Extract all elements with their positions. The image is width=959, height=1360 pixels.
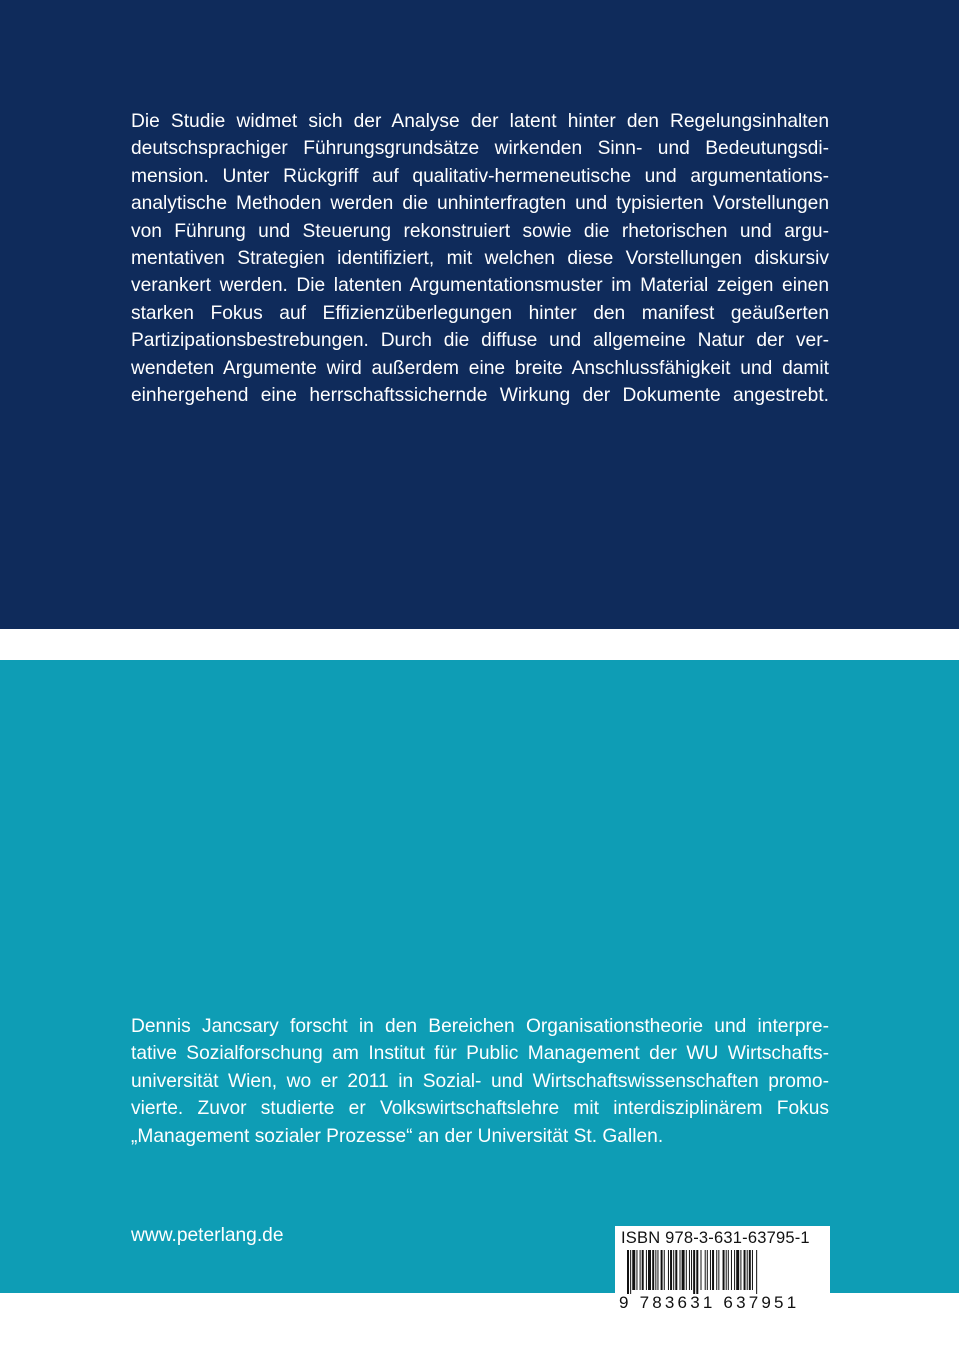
abstract-line: wendeten Argumente wird außerdem eine breite Anschlussfähigkeit und damit bbox=[131, 357, 829, 379]
publisher-website: www.peterlang.de bbox=[131, 1225, 284, 1246]
abstract-line: Die Studie widmet sich der Analyse der latent hinter den Regelungsinhalten bbox=[131, 111, 829, 132]
abstract-text bbox=[131, 108, 829, 409]
barcode-bar bbox=[680, 1250, 681, 1290]
barcode-bar bbox=[726, 1250, 727, 1290]
abstract-line: deutschsprachiger Führungsgrundsätze wirkenden Sinn- und Bedeutungsdi- bbox=[131, 138, 829, 160]
barcode-bar bbox=[716, 1250, 717, 1290]
barcode-bar bbox=[701, 1250, 702, 1290]
author-bio-text bbox=[131, 1013, 829, 1150]
barcode-bar bbox=[670, 1250, 672, 1290]
abstract-line: analytische Methoden werden die unhinterfragten und typisierten Vorstellungen bbox=[131, 193, 829, 215]
barcode-bar bbox=[689, 1250, 690, 1290]
author-line: vierte. Zuvor studierte er Volkswirtschaftslehre mit interdisziplinärem Fokus bbox=[131, 1098, 829, 1120]
barcode-bar bbox=[682, 1250, 685, 1290]
barcode-bar bbox=[752, 1250, 753, 1290]
barcode-bar bbox=[740, 1250, 741, 1290]
barcode-bar bbox=[731, 1250, 732, 1290]
barcode-bar bbox=[675, 1250, 677, 1290]
barcode-bar bbox=[744, 1250, 746, 1290]
barcode-bar bbox=[648, 1250, 651, 1290]
barcode-bar bbox=[673, 1250, 674, 1290]
author-line: „Management sozialer Prozesse“ an der Universität St. Gallen. bbox=[131, 1125, 664, 1147]
barcode-bar bbox=[630, 1250, 631, 1294]
barcode-digits: 9 783631 637951 bbox=[619, 1293, 800, 1312]
barcode-bar bbox=[710, 1250, 711, 1290]
barcode-bar bbox=[668, 1250, 669, 1290]
barcode-bar bbox=[723, 1250, 725, 1290]
barcode-bar bbox=[627, 1250, 629, 1294]
abstract-line: starken Fokus auf Effizienzüberlegungen hinter den manifest geäußerten bbox=[131, 302, 829, 324]
barcode-bar bbox=[712, 1250, 714, 1290]
barcode-bar bbox=[664, 1250, 665, 1290]
isbn-label: ISBN 978-3-631-63795-1 bbox=[621, 1229, 810, 1247]
barcode-bar bbox=[705, 1250, 706, 1290]
barcode-bar bbox=[632, 1250, 635, 1290]
bottom-teal-band bbox=[0, 660, 959, 1293]
abstract-line: verankert werden. Die latenten Argumentationsmuster im Material zeigen einen bbox=[131, 275, 829, 297]
white-divider-band bbox=[0, 629, 959, 660]
abstract-line: mentativen Strategien identifiziert, mit welchen diese Vorstellungen diskursiv bbox=[131, 248, 829, 270]
barcode-bar bbox=[747, 1250, 748, 1290]
barcode-bar bbox=[642, 1250, 644, 1290]
barcode-bar bbox=[707, 1250, 708, 1290]
abstract-line: mension. Unter Rückgriff auf qualitativ-hermeneutische und argumentations- bbox=[131, 165, 829, 187]
abstract-line: einhergehend eine herrschaftssichernde Wirkung der Dokumente angestrebt. bbox=[131, 385, 829, 407]
barcode-bar bbox=[640, 1250, 641, 1290]
author-line: universität Wien, wo er 2011 in Sozial- und Wirtschaftswissenschaften promo- bbox=[131, 1070, 829, 1092]
barcode-bar bbox=[655, 1250, 656, 1290]
barcode-bar bbox=[693, 1250, 695, 1294]
barcode-bar bbox=[661, 1250, 663, 1290]
barcode-icon bbox=[621, 1250, 824, 1294]
barcode-bar bbox=[696, 1250, 698, 1294]
barcode-bar bbox=[646, 1250, 647, 1290]
barcode-bar bbox=[636, 1250, 637, 1290]
barcode-bar bbox=[749, 1250, 751, 1290]
barcode-bar bbox=[756, 1250, 757, 1294]
isbn-barcode-box bbox=[615, 1226, 830, 1314]
author-line: Dennis Jancsary forscht in den Bereichen Organisationstheorie und interpre- bbox=[131, 1016, 829, 1037]
barcode-bar bbox=[736, 1250, 739, 1290]
author-line: tative Sozialforschung am Institut für Public Management der WU Wirtschafts- bbox=[131, 1043, 829, 1065]
barcode-bar bbox=[686, 1250, 687, 1290]
barcode-bar bbox=[652, 1250, 654, 1290]
barcode-bar bbox=[718, 1250, 719, 1290]
barcode-bar bbox=[734, 1250, 735, 1290]
abstract-line: Partizipationsbestrebungen. Durch die diffuse und allgemeine Natur der ver- bbox=[131, 330, 829, 352]
abstract-line: von Führung und Steuerung rekonstruiert sowie die rhetorischen und argu- bbox=[131, 220, 829, 242]
barcode-bar bbox=[728, 1250, 729, 1290]
barcode-bar bbox=[691, 1250, 692, 1290]
barcode-bar bbox=[657, 1250, 658, 1290]
